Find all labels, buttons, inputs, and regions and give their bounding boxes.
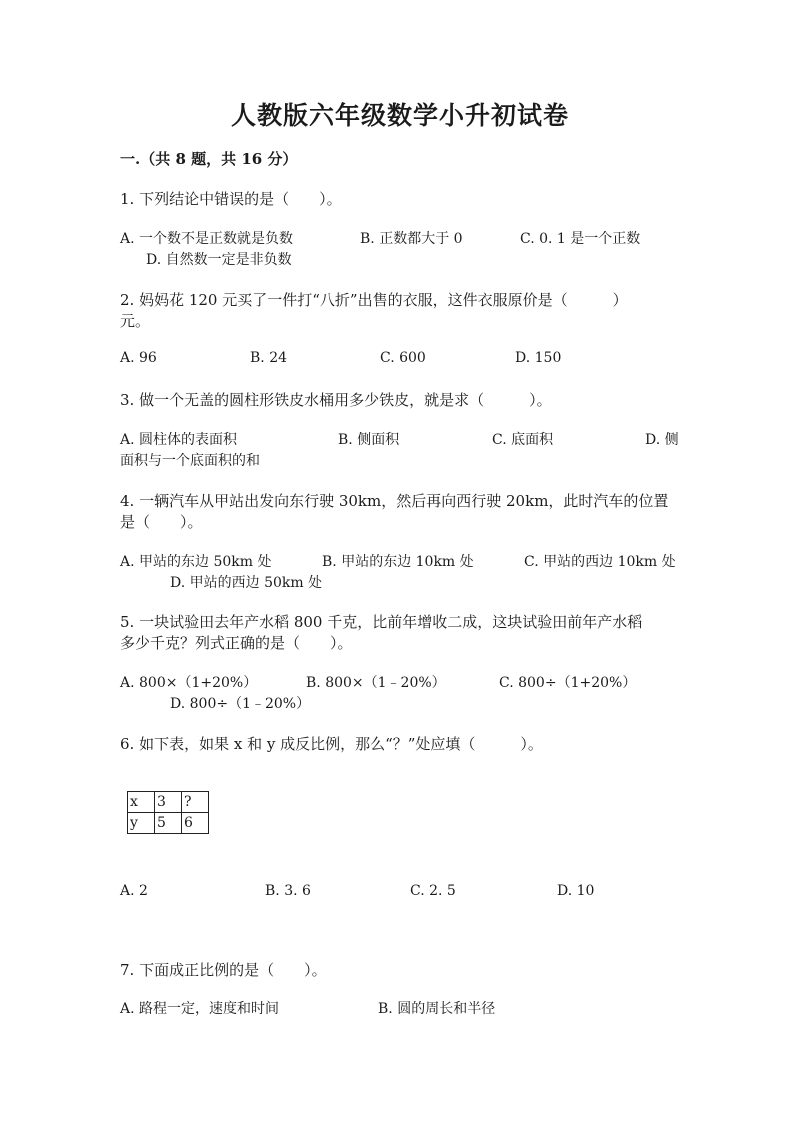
question-3-option-d: D. 侧: [645, 432, 679, 448]
question-2-option-a: A. 96: [120, 350, 157, 366]
question-4-option-c: C. 甲站的西边 10km 处: [524, 554, 676, 570]
question-2-option-d: D. 150: [515, 350, 562, 366]
question-6-option-a: A. 2: [120, 883, 148, 899]
question-1-text: 1. 下列结论中错误的是（ ）。: [120, 190, 342, 208]
section-heading: 一.（共 8 题，共 16 分）: [120, 150, 298, 168]
question-6-option-c: C. 2. 5: [410, 883, 456, 899]
question-5-option-b: B. 800×（1﹣20%）: [306, 675, 446, 691]
question-2-text: 2. 妈妈花 120 元买了一件打“八折”出售的衣服，这件衣服原价是（ ）: [120, 291, 628, 309]
table-cell: y: [128, 813, 155, 834]
question-1-option-b: B. 正数都大于 0: [360, 231, 463, 247]
question-4-text: 4. 一辆汽车从甲站出发向东行驶 30km，然后再向西行驶 20km，此时汽车的位置: [120, 492, 669, 510]
question-7-text: 7. 下面成正比例的是（ ）。: [120, 961, 327, 979]
question-5-option-d: D. 800÷（1﹣20%）: [170, 696, 311, 712]
question-7-option-a: A. 路程一定，速度和时间: [120, 1001, 280, 1017]
question-5-text: 5. 一块试验田去年产水稻 800 千克，比前年增收二成，这块试验田前年产水稻: [120, 613, 643, 631]
question-4-option-a: A. 甲站的东边 50km 处: [120, 554, 272, 570]
question-3-option-a: A. 圆柱体的表面积: [120, 432, 238, 448]
table-row: [128, 813, 209, 834]
question-5-option-c: C. 800÷（1+20%）: [499, 675, 637, 691]
question-5-option-a: A. 800×（1+20%）: [120, 675, 258, 691]
question-3-option-d-continued: 面积与一个底面积的和: [120, 453, 260, 469]
question-2-option-c: C. 600: [380, 350, 426, 366]
question-4-text-line2: 是（ ）。: [120, 513, 203, 531]
table-row: [128, 792, 209, 813]
question-6-option-b: B. 3. 6: [265, 883, 311, 899]
question-6-text: 6. 如下表，如果 x 和 y 成反比例，那么“？”处应填（ ）。: [120, 735, 543, 753]
table-cell: x: [128, 792, 155, 813]
question-6-option-d: D. 10: [557, 883, 595, 899]
question-1-option-d: D. 自然数一定是非负数: [146, 252, 292, 268]
table-cell: 3: [155, 792, 182, 813]
xy-table: [127, 791, 209, 834]
question-3-option-c: C. 底面积: [492, 432, 554, 448]
question-1-option-c: C. 0. 1 是一个正数: [520, 231, 641, 247]
page-title: 人教版六年级数学小升初试卷: [230, 101, 569, 130]
table-cell: 6: [182, 813, 209, 834]
question-4-option-b: B. 甲站的东边 10km 处: [322, 554, 474, 570]
question-4-option-d: D. 甲站的西边 50km 处: [170, 575, 323, 591]
question-5-text-line2: 多少千克？列式正确的是（ ）。: [120, 634, 353, 652]
question-7-option-b: B. 圆的周长和半径: [378, 1001, 496, 1017]
question-2-text-line2: 元。: [120, 312, 151, 330]
question-3-option-b: B. 侧面积: [338, 432, 400, 448]
table-cell: 5: [155, 813, 182, 834]
question-1-option-a: A. 一个数不是正数就是负数: [120, 231, 294, 247]
question-2-option-b: B. 24: [250, 350, 288, 366]
question-3-text: 3. 做一个无盖的圆柱形铁皮水桶用多少铁皮，就是求（ ）。: [120, 391, 552, 409]
table-cell: ?: [182, 792, 209, 813]
